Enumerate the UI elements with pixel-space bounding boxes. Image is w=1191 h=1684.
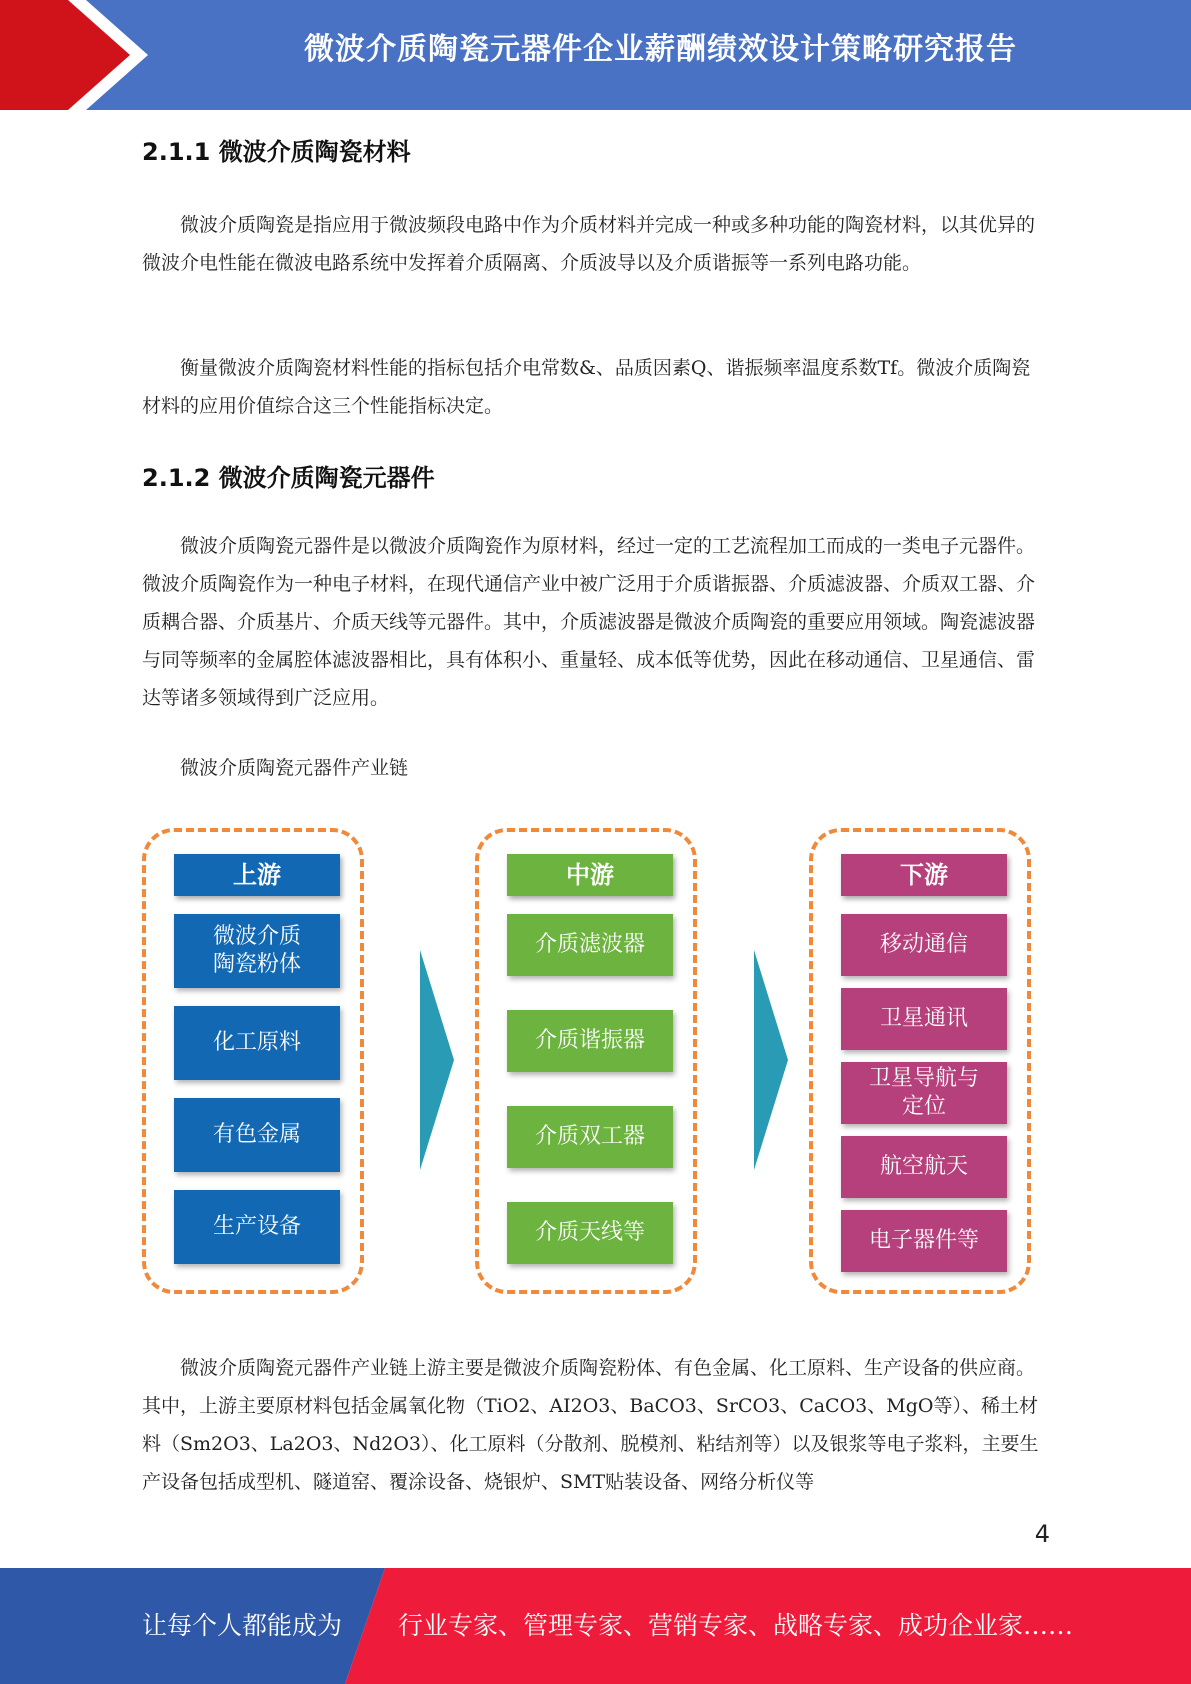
footer-slogan-right: 行业专家、管理专家、营销专家、战略专家、成功企业家……	[398, 1611, 1074, 1640]
figure-caption-wrap	[142, 749, 1046, 787]
industry-chain-diagram	[142, 820, 1046, 1300]
downstream-title: 下游	[841, 854, 1007, 896]
section-heading-1-wrap	[142, 132, 1046, 167]
upstream-item: 生产设备	[174, 1190, 340, 1264]
downstream-item: 航空航天	[841, 1136, 1007, 1198]
header-title: 微波介质陶瓷元器件企业薪酬绩效设计策略研究报告	[304, 32, 1017, 67]
upstream-title: 上游	[174, 854, 340, 896]
paragraph-text: 衡量微波介质陶瓷材料性能的指标包括介电常数&、品质因素Q、谐振频率温度系数Tf。微波介质陶瓷材料的应用价值综合这三个性能指标决定。	[142, 357, 1031, 417]
paragraph-text: 微波介质陶瓷元器件是以微波介质陶瓷作为原材料，经过一定的工艺流程加工而成的一类电子元器件。微波介质陶瓷作为一种电子材料，在现代通信产业中被广泛用于介质谐振器、介质滤波器、介质双工器、介质耦合器、介质基片、介质天线等元器件。其中，介质滤波器是微波介质陶瓷的重要应用领域。陶瓷滤波器与同等频率的金属腔体滤波器相比，具有体积小、重量轻、成本低等优势，因此在移动通信、卫星通信、雷达等诸多领域得到广泛应用。	[142, 535, 1036, 709]
upstream-item: 化工原料	[174, 1006, 340, 1080]
upstream-item: 微波介质 陶瓷粉体	[174, 914, 340, 988]
downstream-item: 卫星导航与 定位	[841, 1062, 1007, 1124]
page-number: 4	[1034, 1520, 1050, 1548]
page-header	[0, 0, 1191, 110]
downstream-column	[809, 828, 1031, 1294]
midstream-item: 介质双工器	[507, 1106, 673, 1168]
chevron-right-icon	[420, 950, 454, 1170]
paragraph-text: 微波介质陶瓷是指应用于微波频段电路中作为介质材料并完成一种或多种功能的陶瓷材料，以其优异的微波介电性能在微波电路系统中发挥着介质隔离、介质波导以及介质谐振等一系列电路功能。	[142, 214, 1036, 274]
downstream-item: 电子器件等	[841, 1210, 1007, 1272]
downstream-item: 移动通信	[841, 914, 1007, 976]
midstream-item: 介质滤波器	[507, 914, 673, 976]
section-heading-2-wrap	[142, 458, 1046, 493]
downstream-item: 卫星通讯	[841, 988, 1007, 1050]
paragraph	[142, 1349, 1046, 1501]
midstream-item: 介质谐振器	[507, 1010, 673, 1072]
section-heading: 2.1.1 微波介质陶瓷材料	[142, 138, 411, 166]
midstream-column	[475, 828, 697, 1294]
midstream-item: 介质天线等	[507, 1202, 673, 1264]
footer-slogan-left: 让每个人都能成为	[142, 1611, 343, 1640]
section-heading: 2.1.2 微波介质陶瓷元器件	[142, 464, 435, 492]
figure-caption: 微波介质陶瓷元器件产业链	[180, 757, 409, 779]
page-footer	[0, 1568, 1191, 1684]
upstream-column	[142, 828, 364, 1294]
upstream-item: 有色金属	[174, 1098, 340, 1172]
paragraph-text: 微波介质陶瓷元器件产业链上游主要是微波介质陶瓷粉体、有色金属、化工原料、生产设备的供应商。其中，上游主要原材料包括金属氧化物（TiO2、AI2O3、BaCO3、SrCO3、CaCO3、MgO等）、稀土材料（Sm2O3、La2O3、Nd2O3）、化工原料（分散剂、脱模剂、粘结剂等）以及银浆等电子浆料，主要生产设备包括成型机、隧道窑、覆涂设备、烧银炉、SMT贴装设备、网络分析仪等	[142, 1357, 1039, 1493]
midstream-title: 中游	[507, 854, 673, 896]
paragraph	[142, 349, 1046, 425]
paragraph	[142, 527, 1046, 717]
chevron-right-icon	[754, 950, 788, 1170]
paragraph	[142, 206, 1046, 282]
